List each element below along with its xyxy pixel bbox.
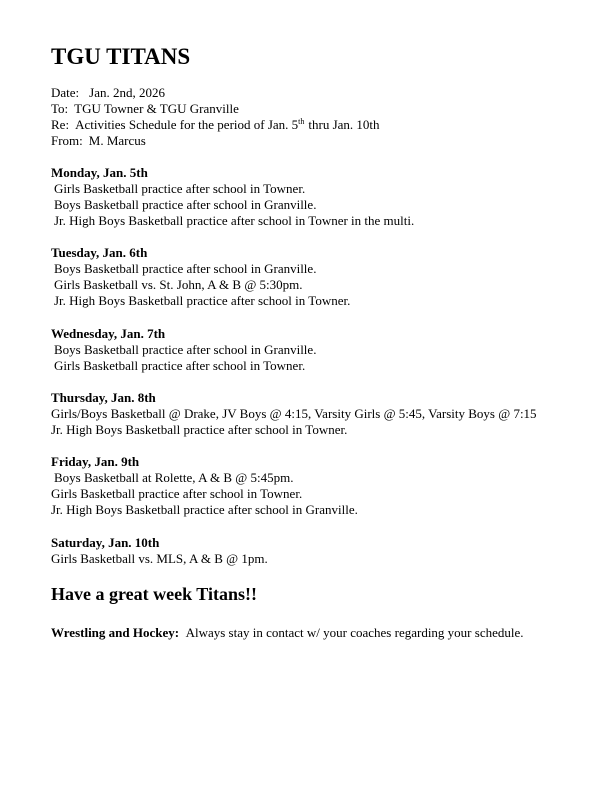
- note-label: Wrestling and Hockey:: [51, 625, 180, 640]
- re-value-after: thru Jan. 10th: [308, 117, 380, 132]
- date-label: Date:: [51, 85, 80, 100]
- day-friday: [51, 454, 358, 518]
- day-title: Friday, Jan. 9th: [51, 454, 140, 469]
- to-label: To:: [51, 101, 69, 116]
- event-item: Boys Basketball practice after school in Granville.: [54, 342, 317, 357]
- from-line: [51, 133, 380, 149]
- memo-header: [51, 85, 380, 149]
- day-tuesday: [51, 245, 350, 309]
- event-item: Boys Basketball practice after school in Granville.: [54, 197, 317, 212]
- to-line: [51, 101, 380, 117]
- day-title: Tuesday, Jan. 6th: [51, 245, 148, 260]
- day-thursday: [51, 390, 537, 438]
- page-title: TGU TITANS: [51, 44, 191, 69]
- re-line: [51, 117, 380, 133]
- event-item: Jr. High Boys Basketball practice after school in Towner in the multi.: [54, 213, 415, 228]
- event-item: Girls Basketball practice after school in Towner.: [54, 358, 306, 373]
- re-label: Re:: [51, 117, 70, 132]
- day-wednesday: [51, 326, 316, 374]
- event-item: Girls Basketball practice after school in Towner.: [54, 181, 306, 196]
- note-text: Always stay in contact w/ your coaches regarding your schedule.: [185, 625, 524, 640]
- to-value: TGU Towner & TGU Granville: [74, 101, 239, 116]
- event-item: Girls Basketball vs. MLS, A & B @ 1pm.: [51, 551, 268, 566]
- wrestling-hockey-note: [51, 625, 524, 641]
- re-value-before: Activities Schedule for the period of Jan. 5: [75, 117, 299, 132]
- event-item: Girls/Boys Basketball @ Drake, JV Boys @ 4:15, Varsity Girls @ 5:45, Varsity Boys @ 7:15: [51, 406, 537, 421]
- closing-message: Have a great week Titans!!: [51, 584, 257, 604]
- day-monday: [51, 165, 414, 229]
- from-label: From:: [51, 133, 83, 148]
- event-item: Girls Basketball practice after school in Towner.: [51, 486, 303, 501]
- day-title: Wednesday, Jan. 7th: [51, 326, 166, 341]
- day-title: Thursday, Jan. 8th: [51, 390, 156, 405]
- day-title: Monday, Jan. 5th: [51, 165, 148, 180]
- event-item: Boys Basketball practice after school in Granville.: [54, 261, 317, 276]
- event-item: Jr. High Boys Basketball practice after school in Towner.: [51, 422, 348, 437]
- event-item: Boys Basketball at Rolette, A & B @ 5:45pm.: [54, 470, 294, 485]
- day-title: Saturday, Jan. 10th: [51, 535, 160, 550]
- date-line: [51, 85, 380, 101]
- day-saturday: [51, 535, 268, 567]
- event-item: Jr. High Boys Basketball practice after school in Granville.: [51, 502, 358, 517]
- re-value-superscript: th: [298, 117, 305, 126]
- from-value: M. Marcus: [88, 133, 146, 148]
- event-item: Jr. High Boys Basketball practice after school in Towner.: [54, 293, 351, 308]
- date-value: Jan. 2nd, 2026: [89, 85, 165, 100]
- event-item: Girls Basketball vs. St. John, A & B @ 5:30pm.: [54, 277, 303, 292]
